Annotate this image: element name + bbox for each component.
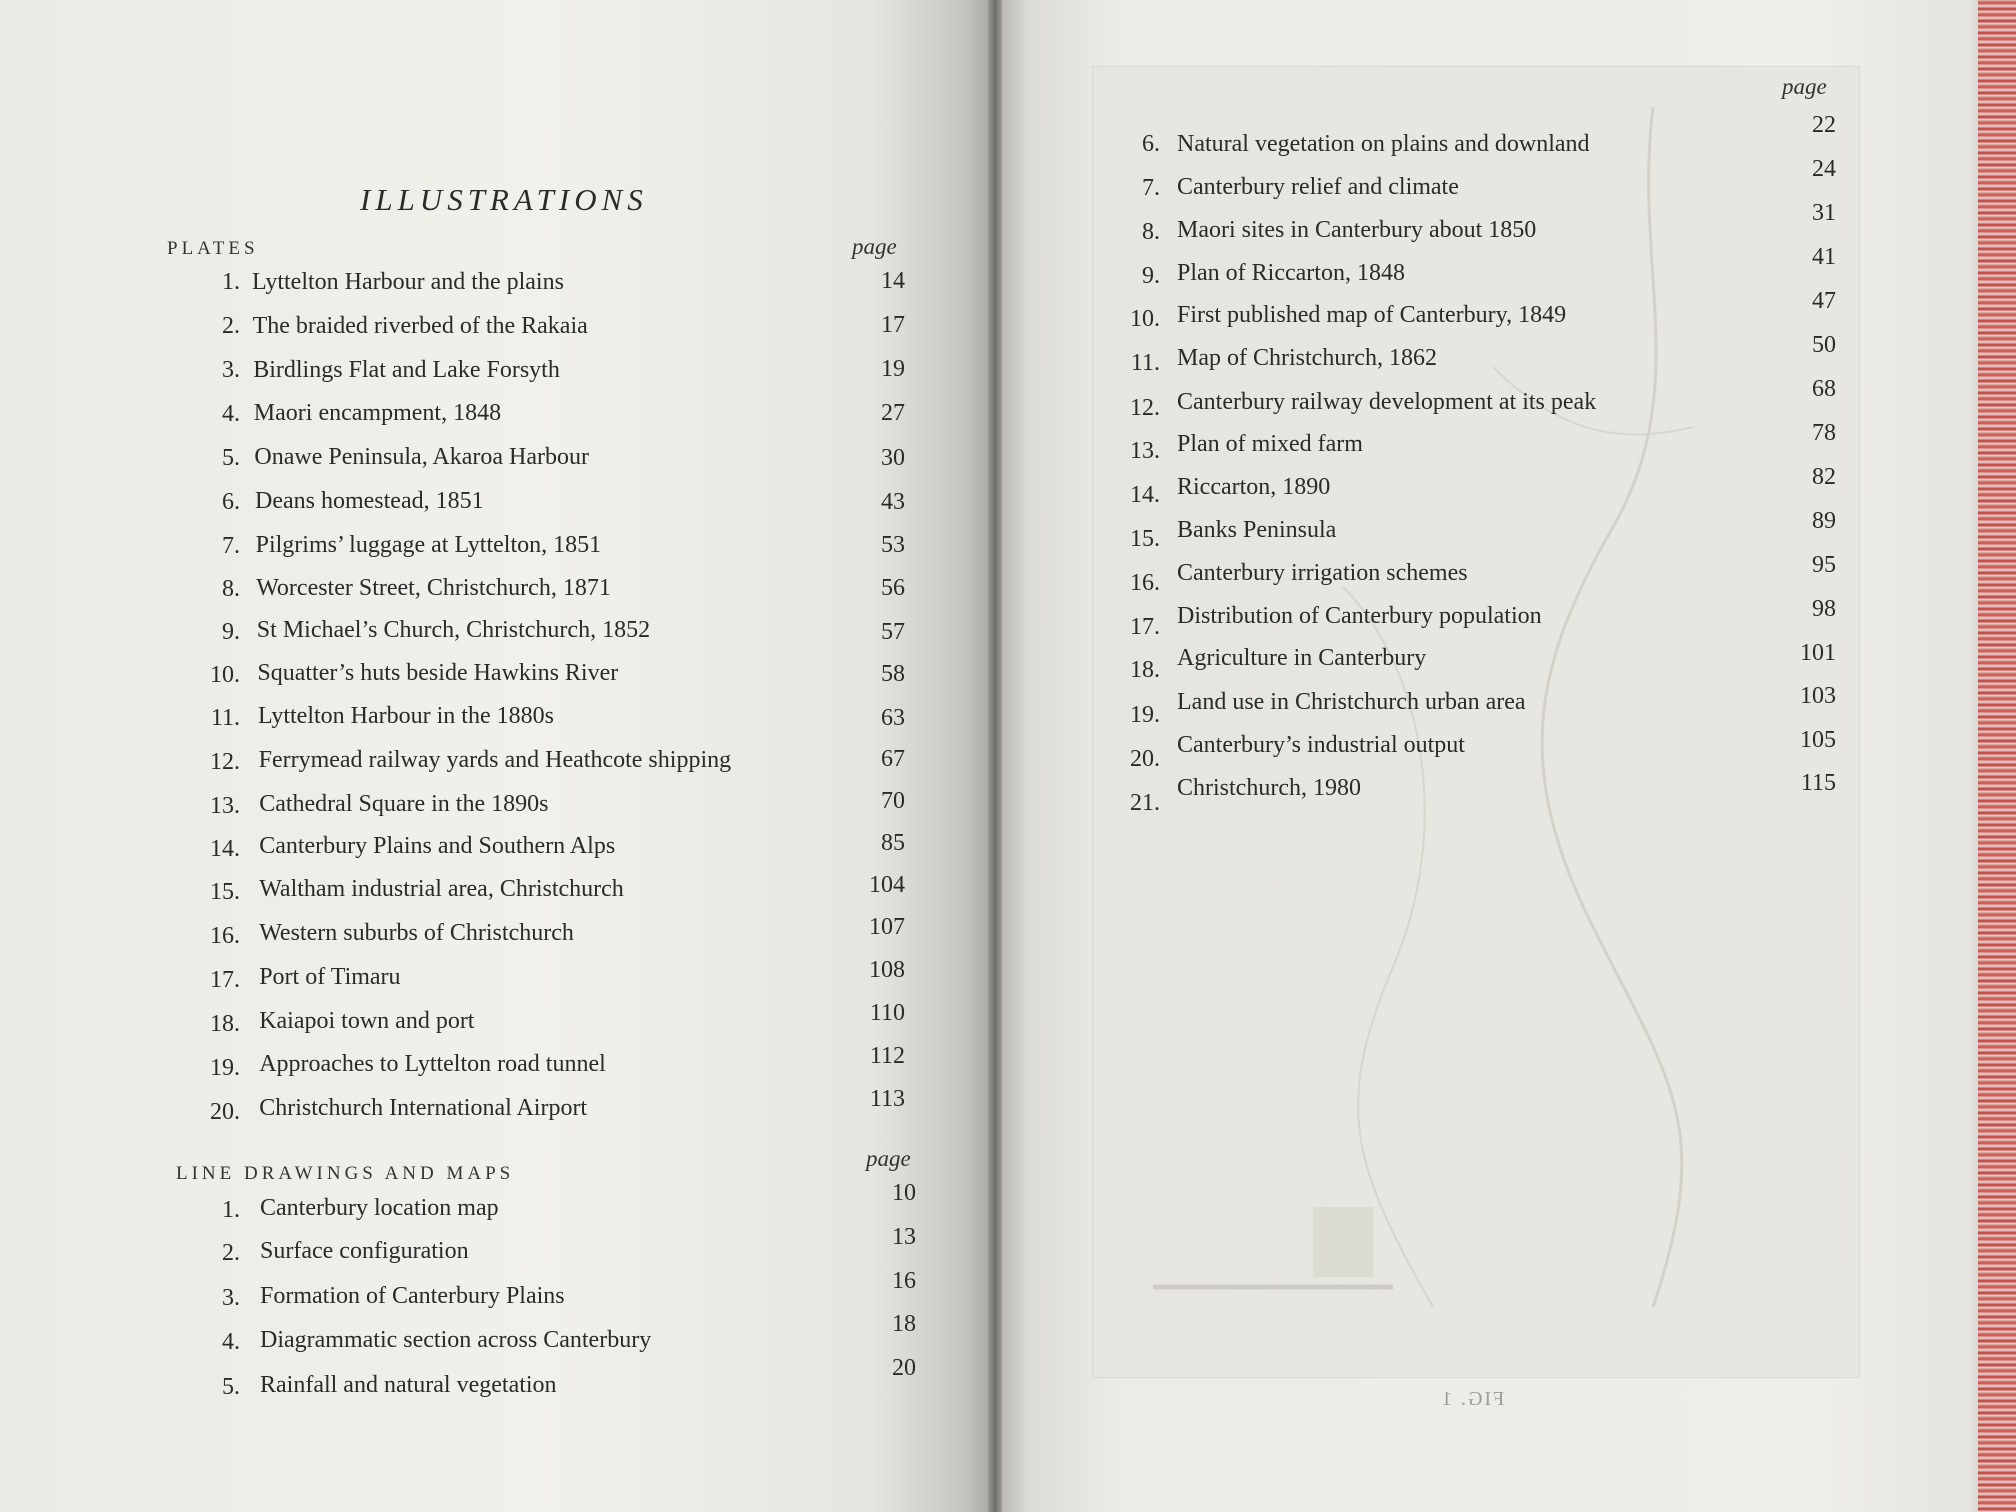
- plate-number: 8.: [222, 576, 240, 602]
- drawing-title: Banks Peninsula: [1177, 517, 1337, 543]
- drawing-page-number: 115: [1800, 770, 1836, 796]
- plate-title: Kaiapoi town and port: [259, 1008, 475, 1034]
- drawing-title: Canterbury irrigation schemes: [1177, 560, 1468, 586]
- plate-title: Port of Timaru: [259, 964, 401, 990]
- plate-title: Christchurch International Airport: [259, 1095, 588, 1121]
- plate-number: 7.: [222, 533, 240, 559]
- plate-title: Deans homestead, 1851: [255, 488, 484, 514]
- drawing-number: 14.: [1130, 482, 1160, 508]
- drawing-page-number: 16: [892, 1268, 916, 1294]
- plate-title: Lyttelton Harbour in the 1880s: [258, 703, 554, 729]
- plates-label: PLATES: [167, 238, 259, 259]
- right-page-header: page: [1782, 74, 1827, 99]
- plate-number: 3.: [222, 357, 240, 383]
- plate-title: Worcester Street, Christchurch, 1871: [256, 575, 611, 601]
- drawing-number: 1.: [222, 1197, 240, 1223]
- drawing-page-number: 95: [1812, 552, 1836, 578]
- plate-page-number: 56: [881, 575, 905, 601]
- drawing-number: 19.: [1130, 702, 1160, 728]
- show-through-fig-label: FIG. 1: [1440, 1388, 1505, 1410]
- drawing-number: 6.: [1142, 131, 1160, 157]
- plate-page-number: 27: [881, 400, 905, 426]
- plate-number: 16.: [210, 923, 240, 949]
- drawing-page-number: 13: [892, 1224, 916, 1250]
- plate-title: Maori encampment, 1848: [253, 400, 502, 426]
- drawing-title: Agriculture in Canterbury: [1177, 645, 1427, 671]
- plate-number: 14.: [210, 836, 240, 862]
- plate-page-number: 110: [869, 1000, 905, 1026]
- plate-title: Squatter’s huts beside Hawkins River: [257, 660, 619, 686]
- drawing-page-number: 24: [1812, 156, 1836, 182]
- plate-page-number: 53: [881, 532, 905, 558]
- plate-title: Ferrymead railway yards and Heathcote shipping: [258, 747, 732, 773]
- plate-number: 2.: [222, 313, 240, 339]
- plate-title: Western suburbs of Christchurch: [259, 920, 574, 946]
- drawing-number: 7.: [1142, 175, 1160, 201]
- drawing-number: 17.: [1130, 614, 1160, 640]
- drawing-page-number: 98: [1812, 596, 1836, 622]
- drawing-page-number: 31: [1812, 200, 1836, 226]
- plate-number: 18.: [210, 1011, 240, 1037]
- plate-title: Pilgrims’ luggage at Lyttelton, 1851: [255, 532, 602, 558]
- plate-number: 4.: [222, 401, 240, 427]
- drawing-title: Riccarton, 1890: [1177, 474, 1331, 500]
- line-drawings-label: LINE DRAWINGS AND MAPS: [176, 1163, 515, 1184]
- drawing-page-number: 89: [1812, 508, 1836, 534]
- drawing-page-number: 78: [1812, 420, 1836, 446]
- drawing-title: Plan of Riccarton, 1848: [1177, 260, 1405, 286]
- plate-page-number: 67: [881, 746, 905, 772]
- plate-title: Birdlings Flat and Lake Forsyth: [253, 357, 560, 383]
- plate-number: 19.: [210, 1055, 240, 1081]
- plate-page-number: 112: [869, 1043, 905, 1069]
- plate-page-number: 14: [881, 268, 905, 294]
- drawing-title: Formation of Canterbury Plains: [260, 1283, 565, 1309]
- plate-number: 17.: [210, 967, 240, 993]
- drawing-title: Plan of mixed farm: [1177, 431, 1363, 457]
- drawing-number: 11.: [1130, 350, 1160, 376]
- plate-page-number: 63: [881, 705, 905, 731]
- plate-page-number: 57: [881, 619, 905, 645]
- plate-page-number: 104: [869, 872, 905, 898]
- drawing-page-number: 10: [892, 1180, 916, 1206]
- plate-page-number: 43: [881, 489, 905, 515]
- plate-page-number: 113: [869, 1086, 905, 1112]
- plate-title: The braided riverbed of the Rakaia: [252, 313, 588, 339]
- drawing-page-number: 22: [1812, 112, 1836, 138]
- drawing-title: Canterbury’s industrial output: [1177, 732, 1465, 758]
- plate-number: 5.: [222, 445, 240, 471]
- drawing-number: 5.: [222, 1374, 240, 1400]
- drawing-title: Maori sites in Canterbury about 1850: [1177, 217, 1537, 243]
- drawing-page-number: 103: [1800, 683, 1836, 709]
- plate-title: Approaches to Lyttelton road tunnel: [259, 1051, 606, 1077]
- drawing-page-number: 18: [892, 1311, 916, 1337]
- drawing-number: 16.: [1130, 570, 1160, 596]
- drawing-title: Natural vegetation on plains and downland: [1177, 131, 1590, 157]
- plate-number: 15.: [210, 879, 240, 905]
- plate-page-number: 70: [881, 788, 905, 814]
- drawing-title: Christchurch, 1980: [1177, 775, 1361, 801]
- drawings-page-header: page: [866, 1146, 911, 1171]
- drawing-title: Map of Christchurch, 1862: [1177, 345, 1437, 371]
- drawing-title: Canterbury railway development at its peak: [1177, 389, 1597, 415]
- drawing-page-number: 105: [1800, 727, 1836, 753]
- plate-page-number: 17: [881, 312, 905, 338]
- drawing-number: 20.: [1130, 746, 1160, 772]
- drawing-number: 18.: [1130, 657, 1160, 683]
- plate-title: Lyttelton Harbour and the plains: [252, 269, 564, 295]
- drawing-title: Surface configuration: [260, 1238, 469, 1264]
- drawing-page-number: 50: [1812, 332, 1836, 358]
- drawing-page-number: 82: [1812, 464, 1836, 490]
- drawing-page-number: 68: [1812, 376, 1836, 402]
- plate-number: 6.: [222, 489, 240, 515]
- plate-page-number: 85: [881, 830, 905, 856]
- plates-page-header: page: [852, 234, 897, 259]
- book-cover-edge: [1978, 0, 2016, 1512]
- plate-number: 20.: [210, 1099, 240, 1125]
- page-edge: [1968, 0, 1978, 1512]
- plate-title: Cathedral Square in the 1890s: [259, 791, 549, 817]
- drawing-page-number: 101: [1800, 640, 1836, 666]
- plate-number: 13.: [210, 793, 240, 819]
- plate-number: 1.: [222, 269, 240, 295]
- drawing-number: 9.: [1142, 263, 1160, 289]
- plate-title: Canterbury Plains and Southern Alps: [259, 833, 616, 859]
- plate-title: St Michael’s Church, Christchurch, 1852: [256, 617, 651, 643]
- drawing-title: Rainfall and natural vegetation: [260, 1372, 557, 1398]
- book-gutter: [988, 0, 1002, 1512]
- plate-page-number: 58: [881, 661, 905, 687]
- drawing-title: First published map of Canterbury, 1849: [1177, 302, 1567, 328]
- drawing-title: Land use in Christchurch urban area: [1177, 689, 1526, 715]
- plate-title: Waltham industrial area, Christchurch: [259, 876, 624, 902]
- drawing-title: Diagrammatic section across Canterbury: [260, 1327, 652, 1353]
- drawing-number: 10.: [1130, 306, 1160, 332]
- drawing-title: Canterbury location map: [260, 1195, 499, 1221]
- drawing-page-number: 41: [1812, 244, 1836, 270]
- drawing-page-number: 20: [892, 1355, 916, 1381]
- plate-number: 12.: [210, 749, 240, 775]
- drawing-number: 21.: [1130, 790, 1160, 816]
- drawing-number: 4.: [222, 1329, 240, 1355]
- plate-page-number: 108: [869, 957, 905, 983]
- drawing-number: 3.: [222, 1285, 240, 1311]
- drawing-title: Canterbury relief and climate: [1177, 174, 1459, 200]
- plate-number: 11.: [210, 705, 240, 731]
- drawing-title: Distribution of Canterbury population: [1177, 603, 1542, 629]
- drawing-number: 8.: [1142, 219, 1160, 245]
- plate-page-number: 19: [881, 356, 905, 382]
- plate-number: 10.: [210, 662, 240, 688]
- drawing-number: 2.: [222, 1240, 240, 1266]
- plate-title: Onawe Peninsula, Akaroa Harbour: [254, 444, 589, 470]
- drawing-page-number: 47: [1812, 288, 1836, 314]
- drawing-number: 15.: [1130, 526, 1160, 552]
- plate-page-number: 30: [881, 445, 905, 471]
- drawing-number: 13.: [1130, 438, 1160, 464]
- illustrations-heading: ILLUSTRATIONS: [360, 182, 648, 217]
- plate-number: 9.: [222, 619, 240, 645]
- plate-page-number: 107: [869, 914, 905, 940]
- drawing-number: 12.: [1130, 395, 1160, 421]
